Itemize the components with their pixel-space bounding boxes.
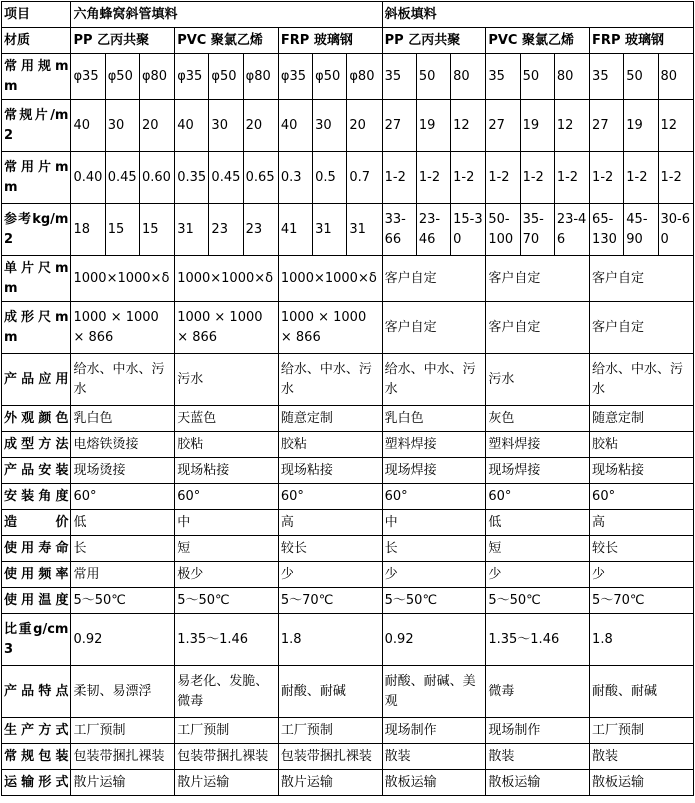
row-thickness-cell: 0.45 — [105, 152, 139, 204]
row-reference-weight-cell: 31 — [313, 204, 347, 256]
row-formed-size — [2, 302, 694, 354]
row-size-cell: φ35 — [175, 54, 209, 100]
row-sheets-cell: 30 — [209, 100, 243, 152]
row-size-cell: 80 — [658, 54, 693, 100]
row-formed-size-label: 成形尺mm — [2, 302, 71, 354]
row-feature-cell: 耐酸、耐碱 — [278, 666, 382, 718]
row-molding-cell: 塑料焊接 — [486, 432, 590, 458]
row-feature-cell: 耐酸、耐碱 — [590, 666, 694, 718]
row-size-cell: φ80 — [243, 54, 278, 100]
row-size-cell: φ35 — [278, 54, 312, 100]
row-frequency-cell: 少 — [278, 562, 382, 588]
row-temperature-cell: 5～50℃ — [382, 588, 486, 614]
row-size — [2, 54, 694, 100]
row-install-label: 产品安装 — [2, 458, 71, 484]
row-frequency-cell: 少 — [486, 562, 590, 588]
row-angle-cell: 60° — [278, 484, 382, 510]
row-price-cell: 高 — [278, 510, 382, 536]
material-cell: PVC 聚氯乙烯 — [175, 28, 279, 54]
row-sheets-cell: 40 — [175, 100, 209, 152]
row-application — [2, 354, 694, 406]
row-reference-weight — [2, 204, 694, 256]
row-reference-weight-cell: 15 — [105, 204, 139, 256]
row-price-cell: 低 — [71, 510, 175, 536]
header-item: 项目 — [2, 2, 71, 28]
row-angle-cell: 60° — [175, 484, 279, 510]
row-color-cell: 天蓝色 — [175, 406, 279, 432]
row-frequency — [2, 562, 694, 588]
row-piece-size-cell: 1000×1000×δ — [278, 256, 382, 302]
row-color-cell: 灰色 — [486, 406, 590, 432]
row-temperature-cell: 5～70℃ — [590, 588, 694, 614]
row-install-cell: 现场粘接 — [278, 458, 382, 484]
row-sheets-label: 常规片/m2 — [2, 100, 71, 152]
row-packaging-cell: 散装 — [590, 744, 694, 770]
row-density-cell: 0.92 — [382, 614, 486, 666]
material-cell: PP 乙丙共聚 — [71, 28, 175, 54]
row-production-cell: 工厂预制 — [71, 718, 175, 744]
row-production-cell: 工厂预制 — [175, 718, 279, 744]
row-application-cell: 给水、中水、污水 — [278, 354, 382, 406]
row-reference-weight-cell: 41 — [278, 204, 312, 256]
row-reference-weight-cell: 35-70 — [520, 204, 554, 256]
row-application-cell: 污水 — [175, 354, 279, 406]
material-cell: PP 乙丙共聚 — [382, 28, 486, 54]
row-reference-weight-cell: 15-30 — [451, 204, 486, 256]
row-size-cell: φ50 — [313, 54, 347, 100]
row-density-cell: 1.8 — [590, 614, 694, 666]
row-packaging-cell: 包装带捆扎裸装 — [278, 744, 382, 770]
row-reference-weight-cell: 23-46 — [554, 204, 589, 256]
row-sheets-cell: 20 — [243, 100, 278, 152]
row-size-cell: φ80 — [347, 54, 382, 100]
row-packaging-cell: 包装带捆扎裸装 — [175, 744, 279, 770]
row-size-cell: 50 — [416, 54, 450, 100]
row-transport-cell: 散片运输 — [175, 770, 279, 796]
row-production-cell: 现场制作 — [382, 718, 486, 744]
spec-table — [1, 1, 694, 796]
row-sheets — [2, 100, 694, 152]
row-size-cell: φ50 — [209, 54, 243, 100]
row-thickness-cell: 1-2 — [486, 152, 520, 204]
row-reference-weight-cell: 23-46 — [416, 204, 450, 256]
row-sheets-cell: 27 — [590, 100, 624, 152]
row-temperature — [2, 588, 694, 614]
row-color-cell: 随意定制 — [590, 406, 694, 432]
row-sheets-cell: 12 — [658, 100, 693, 152]
material-cell: FRP 玻璃钢 — [278, 28, 382, 54]
row-install-cell: 现场焊接 — [382, 458, 486, 484]
row-temperature-label: 使用温度 — [2, 588, 71, 614]
row-sheets-cell: 30 — [105, 100, 139, 152]
row-install-cell: 现场粘接 — [590, 458, 694, 484]
row-angle-cell: 60° — [382, 484, 486, 510]
row-thickness-cell: 0.60 — [139, 152, 174, 204]
row-thickness-cell: 0.35 — [175, 152, 209, 204]
row-packaging-cell: 包装带捆扎裸装 — [71, 744, 175, 770]
row-install-cell: 现场烫接 — [71, 458, 175, 484]
row-sheets-cell: 12 — [554, 100, 589, 152]
row-production-label: 生产方式 — [2, 718, 71, 744]
row-transport-cell: 散板运输 — [590, 770, 694, 796]
row-size-cell: 50 — [520, 54, 554, 100]
row-thickness-cell: 0.7 — [347, 152, 382, 204]
row-sheets-cell: 19 — [520, 100, 554, 152]
row-price-label: 造价 — [2, 510, 71, 536]
material-cell: PVC 聚氯乙烯 — [486, 28, 590, 54]
row-thickness-cell: 1-2 — [554, 152, 589, 204]
row-molding-cell: 电熔铁烫接 — [71, 432, 175, 458]
row-lifespan-cell: 短 — [486, 536, 590, 562]
row-molding-cell: 胶粘 — [175, 432, 279, 458]
row-formed-size-cell: 客户自定 — [590, 302, 694, 354]
row-lifespan — [2, 536, 694, 562]
row-reference-weight-cell: 31 — [347, 204, 382, 256]
row-thickness-cell: 1-2 — [520, 152, 554, 204]
row-sheets-cell: 20 — [347, 100, 382, 152]
row-size-cell: φ80 — [139, 54, 174, 100]
row-packaging — [2, 744, 694, 770]
row-sheets-cell: 40 — [71, 100, 105, 152]
row-sheets-cell: 27 — [486, 100, 520, 152]
row-color-cell: 随意定制 — [278, 406, 382, 432]
row-temperature-cell: 5～50℃ — [175, 588, 279, 614]
row-color — [2, 406, 694, 432]
row-thickness-cell: 0.5 — [313, 152, 347, 204]
row-reference-weight-cell: 23 — [243, 204, 278, 256]
row-application-label: 产品应用 — [2, 354, 71, 406]
row-size-cell: 80 — [554, 54, 589, 100]
row-piece-size-cell: 客户自定 — [486, 256, 590, 302]
row-production-cell: 现场制作 — [486, 718, 590, 744]
header-row — [2, 2, 694, 28]
row-thickness-cell: 0.3 — [278, 152, 312, 204]
row-packaging-label: 常规包装 — [2, 744, 71, 770]
row-color-label: 外观颜色 — [2, 406, 71, 432]
row-lifespan-cell: 较长 — [590, 536, 694, 562]
row-piece-size — [2, 256, 694, 302]
row-price-cell: 中 — [175, 510, 279, 536]
row-production — [2, 718, 694, 744]
row-molding-cell: 塑料焊接 — [382, 432, 486, 458]
row-thickness-cell: 0.65 — [243, 152, 278, 204]
row-molding — [2, 432, 694, 458]
row-install — [2, 458, 694, 484]
row-lifespan-cell: 较长 — [278, 536, 382, 562]
row-color-cell: 乳白色 — [382, 406, 486, 432]
row-feature-cell: 柔韧、易漂浮 — [71, 666, 175, 718]
row-sheets-cell: 19 — [416, 100, 450, 152]
row-formed-size-cell: 1000 × 1000 × 866 — [175, 302, 279, 354]
row-reference-weight-cell: 45-90 — [624, 204, 658, 256]
row-thickness-cell: 1-2 — [382, 152, 416, 204]
row-application-cell: 污水 — [486, 354, 590, 406]
row-thickness-cell: 1-2 — [451, 152, 486, 204]
row-lifespan-cell: 短 — [175, 536, 279, 562]
row-angle-label: 安装角度 — [2, 484, 71, 510]
row-reference-weight-cell: 31 — [175, 204, 209, 256]
row-density-cell: 1.35～1.46 — [175, 614, 279, 666]
row-piece-size-cell: 客户自定 — [590, 256, 694, 302]
row-size-cell: 50 — [624, 54, 658, 100]
row-price — [2, 510, 694, 536]
row-piece-size-cell: 1000×1000×δ — [71, 256, 175, 302]
row-piece-size-label: 单片尺mm — [2, 256, 71, 302]
row-frequency-cell: 常用 — [71, 562, 175, 588]
row-application-cell: 给水、中水、污水 — [71, 354, 175, 406]
row-density-cell: 0.92 — [71, 614, 175, 666]
row-sheets-cell: 19 — [624, 100, 658, 152]
row-lifespan-cell: 长 — [71, 536, 175, 562]
row-reference-weight-label: 参考kg/m2 — [2, 204, 71, 256]
row-temperature-cell: 5～50℃ — [71, 588, 175, 614]
row-temperature-cell: 5～50℃ — [486, 588, 590, 614]
row-frequency-cell: 少 — [590, 562, 694, 588]
row-angle-cell: 60° — [71, 484, 175, 510]
row-production-cell: 工厂预制 — [278, 718, 382, 744]
row-size-cell: 35 — [486, 54, 520, 100]
row-reference-weight-cell: 30-60 — [658, 204, 693, 256]
row-molding-label: 成型方法 — [2, 432, 71, 458]
row-size-cell: 80 — [451, 54, 486, 100]
row-frequency-cell: 少 — [382, 562, 486, 588]
row-reference-weight-cell: 23 — [209, 204, 243, 256]
row-lifespan-label: 使用寿命 — [2, 536, 71, 562]
row-packaging-cell: 散装 — [486, 744, 590, 770]
material-cell: FRP 玻璃钢 — [590, 28, 694, 54]
row-temperature-cell: 5～70℃ — [278, 588, 382, 614]
row-install-cell: 现场粘接 — [175, 458, 279, 484]
row-size-cell: 35 — [382, 54, 416, 100]
row-packaging-cell: 散装 — [382, 744, 486, 770]
row-size-cell: φ50 — [105, 54, 139, 100]
row-transport — [2, 770, 694, 796]
row-thickness-cell: 1-2 — [658, 152, 693, 204]
row-feature — [2, 666, 694, 718]
row-sheets-cell: 12 — [451, 100, 486, 152]
row-density — [2, 614, 694, 666]
row-feature-label: 产品特点 — [2, 666, 71, 718]
row-price-cell: 高 — [590, 510, 694, 536]
row-application-cell: 给水、中水、污水 — [382, 354, 486, 406]
row-lifespan-cell: 长 — [382, 536, 486, 562]
row-size-cell: 35 — [590, 54, 624, 100]
row-thickness-cell: 0.45 — [209, 152, 243, 204]
row-frequency-label: 使用频率 — [2, 562, 71, 588]
row-piece-size-cell: 1000×1000×δ — [175, 256, 279, 302]
row-density-cell: 1.8 — [278, 614, 382, 666]
row-price-cell: 低 — [486, 510, 590, 536]
row-reference-weight-cell: 65-130 — [590, 204, 624, 256]
row-density-cell: 1.35～1.46 — [486, 614, 590, 666]
row-formed-size-cell: 客户自定 — [486, 302, 590, 354]
row-thickness-cell: 0.40 — [71, 152, 105, 204]
row-frequency-cell: 极少 — [175, 562, 279, 588]
row-transport-label: 运输形式 — [2, 770, 71, 796]
row-reference-weight-cell: 50-100 — [486, 204, 520, 256]
row-angle-cell: 60° — [590, 484, 694, 510]
row-molding-cell: 胶粘 — [278, 432, 382, 458]
row-angle — [2, 484, 694, 510]
row-thickness-cell: 1-2 — [624, 152, 658, 204]
row-size-label: 常用规mm — [2, 54, 71, 100]
material-label: 材质 — [2, 28, 71, 54]
row-size-cell: φ35 — [71, 54, 105, 100]
row-production-cell: 工厂预制 — [590, 718, 694, 744]
row-price-cell: 中 — [382, 510, 486, 536]
row-sheets-cell: 40 — [278, 100, 312, 152]
row-density-label: 比重g/cm3 — [2, 614, 71, 666]
row-transport-cell: 散板运输 — [486, 770, 590, 796]
row-molding-cell: 胶粘 — [590, 432, 694, 458]
row-formed-size-cell: 客户自定 — [382, 302, 486, 354]
row-transport-cell: 散片运输 — [71, 770, 175, 796]
row-angle-cell: 60° — [486, 484, 590, 510]
row-reference-weight-cell: 15 — [139, 204, 174, 256]
row-formed-size-cell: 1000 × 1000 × 866 — [71, 302, 175, 354]
header-inclined: 斜板填料 — [382, 2, 693, 28]
header-honeycomb: 六角蜂窝斜管填料 — [71, 2, 382, 28]
row-application-cell: 给水、中水、污水 — [590, 354, 694, 406]
row-reference-weight-cell: 33-66 — [382, 204, 416, 256]
material-row — [2, 28, 694, 54]
row-reference-weight-cell: 18 — [71, 204, 105, 256]
row-piece-size-cell: 客户自定 — [382, 256, 486, 302]
row-thickness-cell: 1-2 — [416, 152, 450, 204]
row-transport-cell: 散片运输 — [278, 770, 382, 796]
row-thickness-label: 常用片mm — [2, 152, 71, 204]
row-color-cell: 乳白色 — [71, 406, 175, 432]
row-transport-cell: 散板运输 — [382, 770, 486, 796]
row-feature-cell: 微毒 — [486, 666, 590, 718]
row-sheets-cell: 27 — [382, 100, 416, 152]
row-thickness — [2, 152, 694, 204]
row-thickness-cell: 1-2 — [590, 152, 624, 204]
row-feature-cell: 易老化、发脆、微毒 — [175, 666, 279, 718]
row-sheets-cell: 20 — [139, 100, 174, 152]
row-feature-cell: 耐酸、耐碱、美观 — [382, 666, 486, 718]
row-sheets-cell: 30 — [313, 100, 347, 152]
row-formed-size-cell: 1000 × 1000 × 866 — [278, 302, 382, 354]
row-install-cell: 现场焊接 — [486, 458, 590, 484]
